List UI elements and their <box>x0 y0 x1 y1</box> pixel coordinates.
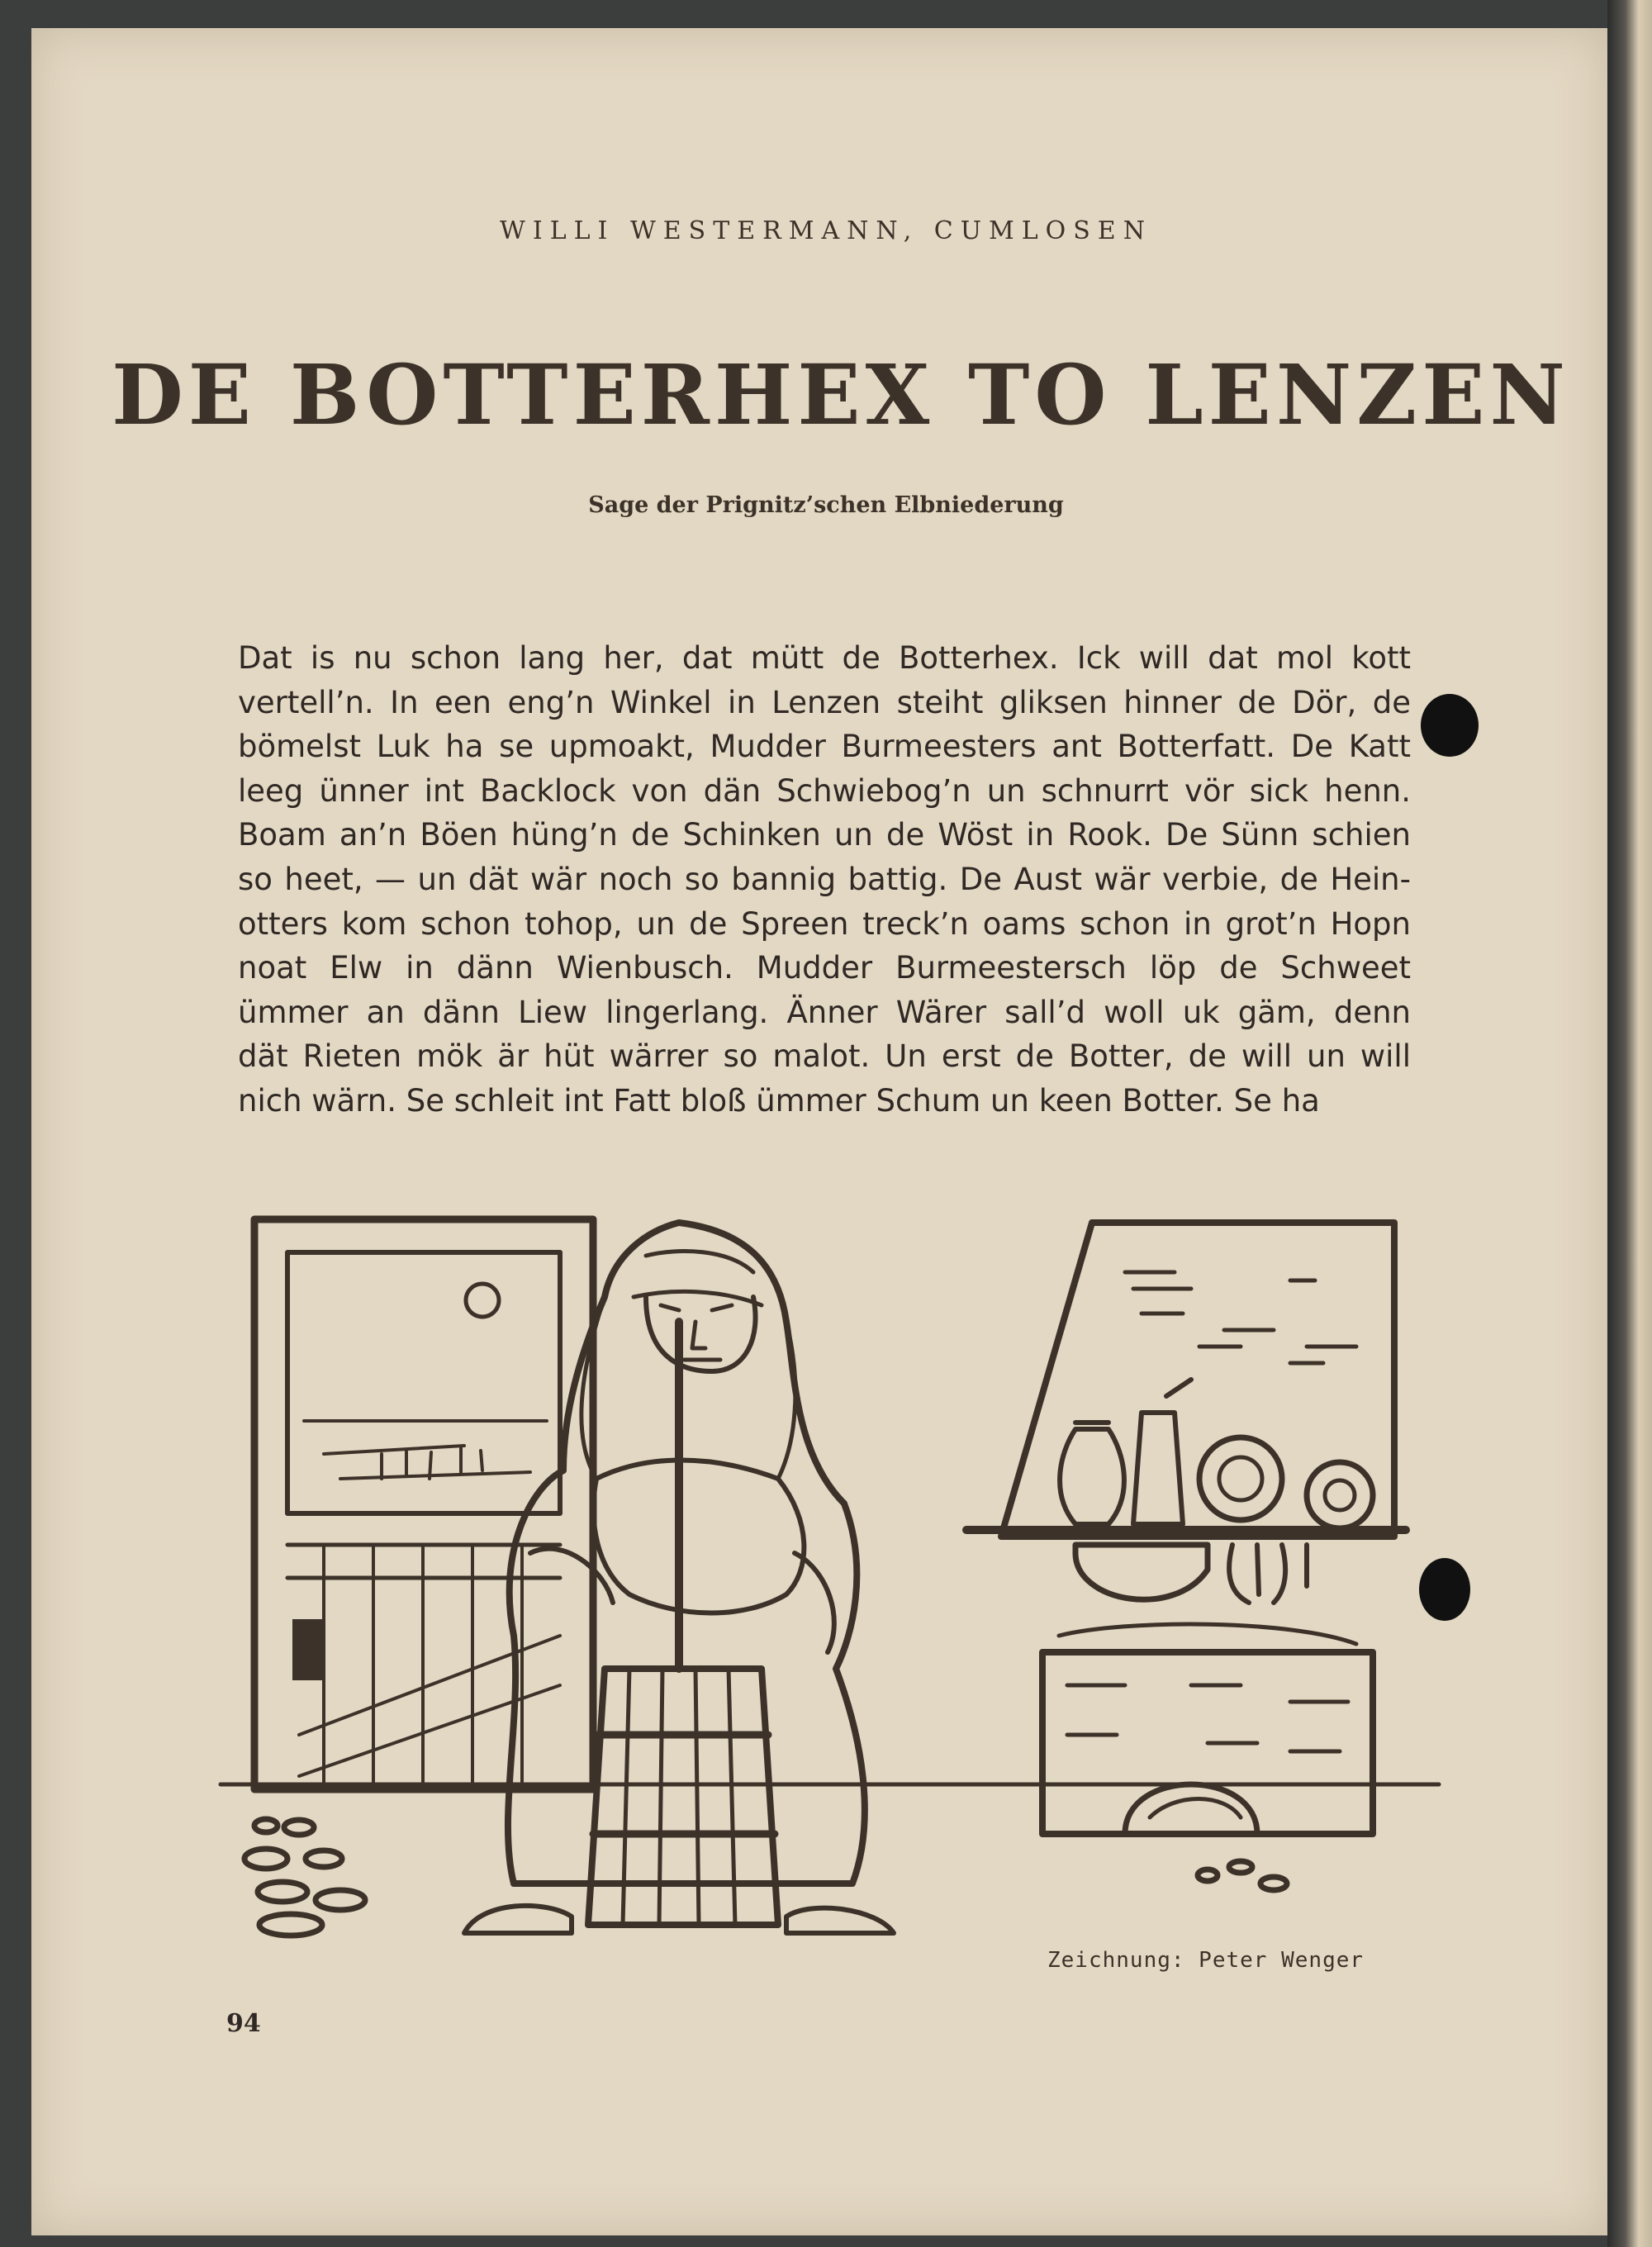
text-line: Dat is nu schon lang her, dat mütt de Botterhex. Ick will dat mol kott <box>238 640 1411 676</box>
text-line: Boam an’n Böen hüng’n de Schinken un de Wöst in Rook. De Sünn schien <box>238 817 1411 853</box>
text-line: nich wärn. Se schleit int Fatt bloß ümmer Schum un keen Botter. Se ha <box>238 1082 1320 1119</box>
punch-hole-top <box>1421 694 1479 757</box>
text-line: ümmer an dänn Liew lingerlang. Änner Wärer sall’d woll uk gäm, denn <box>238 994 1411 1030</box>
text-line: otters kom schon tohop, un de Spreen treck’n oams schon in grot’n Hopn <box>238 905 1411 942</box>
woman-churning-butter-illustration <box>216 1206 1447 1974</box>
text-line: so heet, — un dät wär noch so bannig battig. De Aust wär verbie, de Hein- <box>238 861 1411 897</box>
author-line: WILLI WESTERMANN, CUMLOSEN <box>500 216 1152 245</box>
title-text: DE BOTTERHEX TO LENZEN <box>112 346 1570 444</box>
text-line: vertell’n. In een eng’n Winkel in Lenzen steiht gliksen hinner de Dör, de <box>238 684 1411 720</box>
body-paragraph <box>238 636 1411 1124</box>
text-line: dät Rieten mök är hüt wärrer so malot. Un erst de Botter, de will un will <box>238 1038 1411 1075</box>
decorative-title <box>112 346 1570 444</box>
illustration-credit: Zeichnung: Peter Wenger <box>1047 1948 1365 1973</box>
book-spine <box>1607 0 1652 2247</box>
subtitle: Sage der Prignitz’schen Elbniederung <box>588 492 1064 518</box>
text-line: noat Elw in dänn Wienbusch. Mudder Burmeestersch löp de Schweet <box>238 950 1411 986</box>
text-line: leeg ünner int Backlock von dän Schwiebog’n un schnurrt vör sick henn. <box>238 772 1411 809</box>
text-line: bömelst Luk ha se upmoakt, Mudder Burmeesters ant Botterfatt. De Katt <box>238 729 1411 765</box>
page-number: 94 <box>226 2009 261 2038</box>
